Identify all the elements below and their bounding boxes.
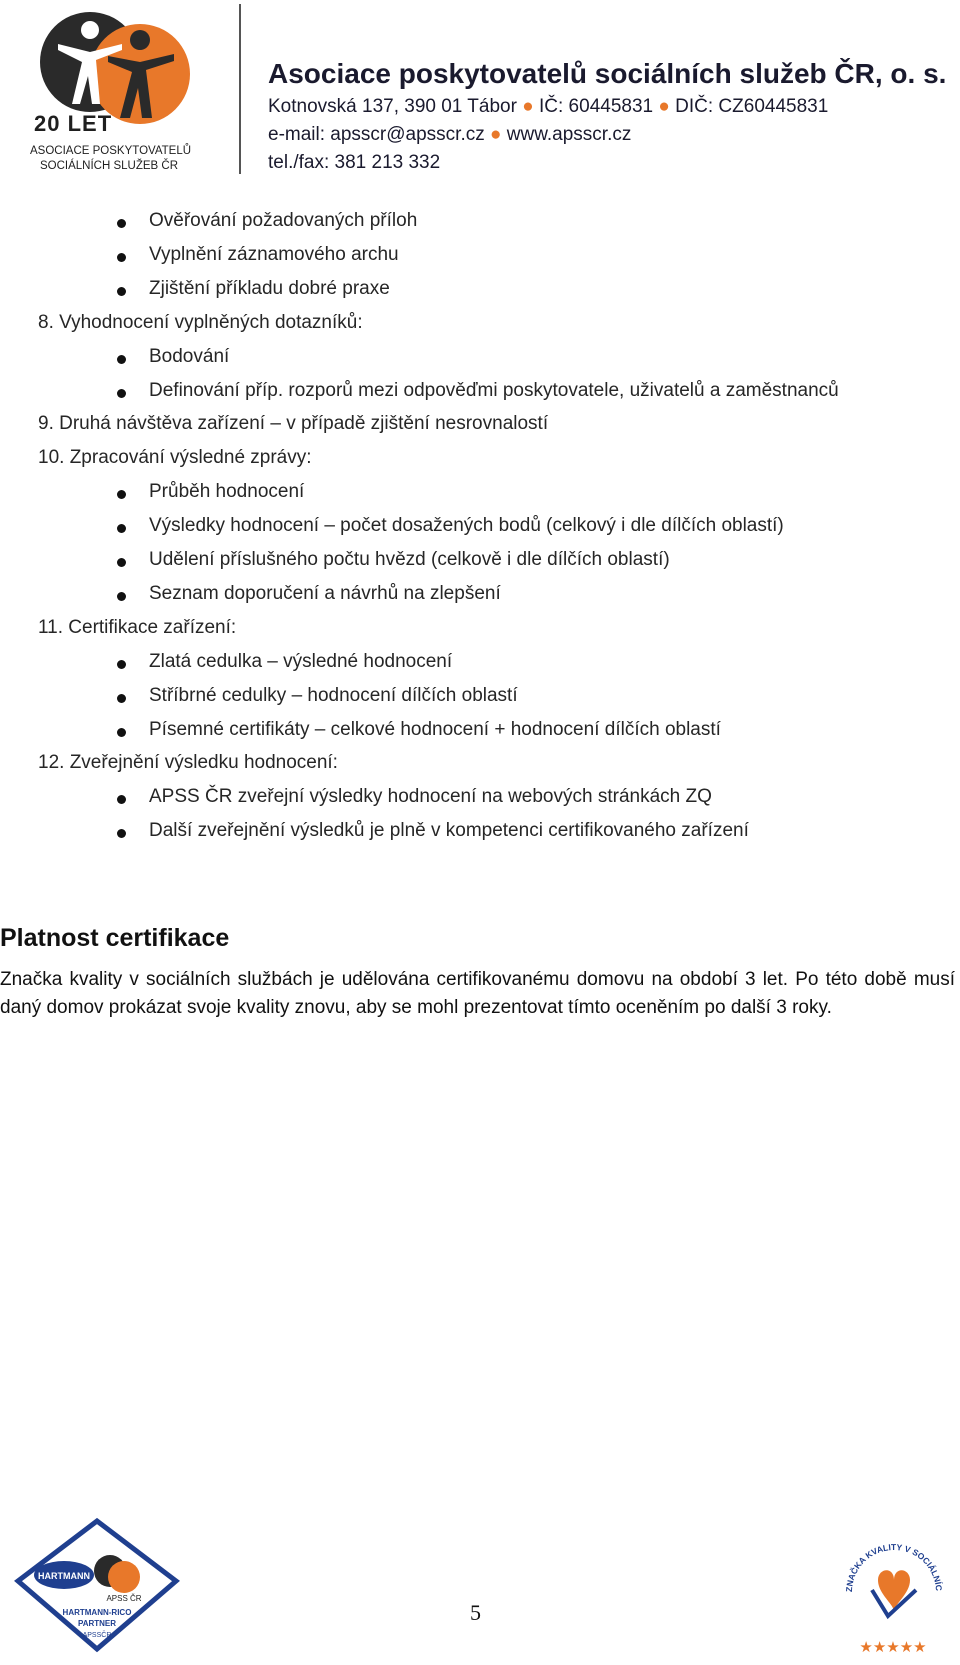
separator-dot-icon: ●	[658, 96, 670, 117]
bullet-icon	[117, 219, 126, 228]
bullet-icon	[117, 795, 126, 804]
bullet-item: Průběh hodnocení	[149, 481, 305, 502]
dic-number: DIČ: CZ60445831	[675, 96, 829, 117]
bullet-icon	[117, 728, 126, 737]
bullet-icon	[117, 524, 126, 533]
bullet-item: Vyplnění záznamového archu	[149, 244, 399, 265]
letterhead	[0, 0, 960, 180]
bullet-item: Další zveřejnění výsledků je plně v kompetenci certifikovaného zařízení	[149, 820, 749, 841]
section-paragraph: Značka kvality v sociálních službách je udělována certifikovanému domovu na období 3 let. Po této době musí daný domov prokázat svoje kvality znovu, aby se mohl prezentovat tímto oceněním po další 3 roky.	[0, 969, 955, 1018]
bullet-icon	[117, 558, 126, 567]
bullet-icon	[117, 660, 126, 669]
quality-arc-text: ZNAČKA KVALITY V SOCIÁLNÍC	[843, 1541, 945, 1593]
partner-line3: APSSČR	[82, 1632, 112, 1639]
bullet-item: Písemné certifikáty – celkové hodnocení + hodnocení dílčích oblastí	[149, 719, 721, 740]
bullet-item: Ověřování požadovaných příloh	[149, 210, 418, 231]
partner-org: APSS ČR	[106, 1594, 142, 1603]
numbered-item: 12. Zveřejnění výsledku hodnocení:	[38, 752, 338, 773]
partner-line1: HARTMANN-RICO	[62, 1608, 132, 1617]
website: www.apsscr.cz	[506, 124, 632, 145]
partner-logo	[12, 1515, 182, 1655]
header-address-line	[268, 96, 828, 118]
logo-years: 20 LET	[34, 111, 113, 136]
bullet-icon	[117, 592, 126, 601]
quality-mark-graphic	[838, 1520, 948, 1660]
numbered-item: 10. Zpracování výsledné zprávy:	[38, 447, 312, 468]
partner-line2: PARTNER	[77, 1619, 117, 1628]
logo-text-line1: ASOCIACE POSKYTOVATELŮ	[30, 145, 192, 157]
bullet-item: Stříbrné cedulky – hodnocení dílčích oblastí	[149, 685, 518, 706]
bullet-item: Výsledky hodnocení – počet dosažených bodů (celkový i dle dílčích oblastí)	[149, 515, 784, 536]
bullet-item: Zlatá cedulka – výsledné hodnocení	[149, 651, 453, 672]
bullet-icon	[117, 355, 126, 364]
numbered-item: 8. Vyhodnocení vyplněných dotazníků:	[38, 312, 363, 333]
email: e-mail: apsscr@apsscr.cz	[268, 124, 485, 145]
ic-number: IČ: 60445831	[539, 96, 654, 117]
bullet-icon	[117, 490, 126, 499]
bullet-icon	[117, 829, 126, 838]
separator-dot-icon: ●	[522, 96, 534, 117]
bullet-icon	[117, 694, 126, 703]
bullet-icon	[117, 389, 126, 398]
logo-text-line2: SOCIÁLNÍCH SLUŽEB ČR	[40, 160, 179, 172]
bullet-item: APSS ČR zveřejní výsledky hodnocení na webových stránkách ZQ	[149, 786, 712, 807]
quality-mark-logo	[838, 1520, 948, 1660]
header-contact-line	[268, 124, 631, 146]
partner-logo-graphic	[12, 1515, 182, 1655]
bullet-item: Udělení příslušného počtu hvězd (celkově i dle dílčích oblastí)	[149, 549, 670, 570]
section-heading: Platnost certifikace	[0, 924, 230, 952]
telephone: tel./fax: 381 213 332	[268, 152, 441, 173]
numbered-item: 11. Certifikace zařízení:	[38, 617, 237, 638]
bullet-icon	[117, 287, 126, 296]
bullet-item: Zjištění příkladu dobré praxe	[149, 278, 390, 299]
organization-name: Asociace poskytovatelů sociálních služeb ČR, o. s.	[268, 58, 947, 89]
page-number: 5	[470, 1600, 481, 1625]
partner-brand: HARTMANN	[38, 1571, 90, 1581]
numbered-item: 9. Druhá návštěva zařízení – v případě zjištění nesrovnalostí	[38, 413, 549, 434]
bullet-item: Bodování	[149, 346, 230, 367]
apss-logo	[28, 4, 208, 176]
separator-dot-icon: ●	[490, 124, 502, 145]
header-divider	[239, 4, 241, 174]
address: Kotnovská 137, 390 01 Tábor	[268, 96, 517, 117]
bullet-icon	[117, 253, 126, 262]
bullet-item: Seznam doporučení a návrhů na zlepšení	[149, 583, 501, 604]
quality-stars: ★★★★★	[859, 1638, 927, 1656]
bullet-item: Definování příp. rozporů mezi odpověďmi poskytovatele, uživatelů a zaměstnanců	[149, 380, 839, 401]
